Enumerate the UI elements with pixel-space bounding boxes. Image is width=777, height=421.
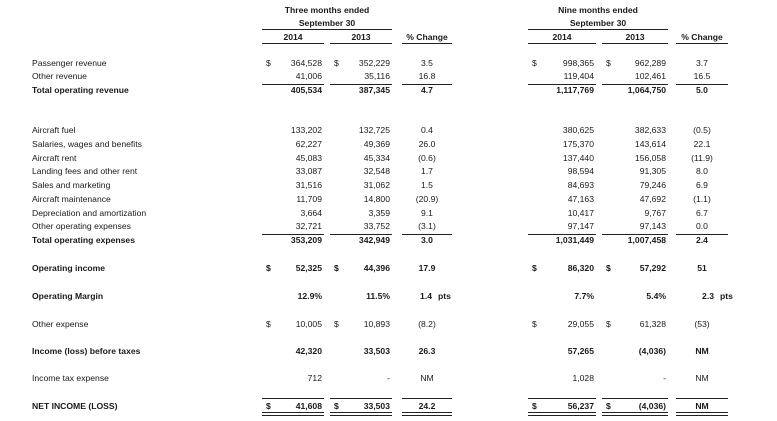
- currency-symbol: $: [532, 401, 537, 411]
- cell-q3-2014: 42,320: [295, 346, 322, 356]
- header-nine-months: Nine months ended: [558, 5, 638, 15]
- cell-q3-2014: 41,006: [295, 71, 322, 81]
- cell-q3-pct: 3.5: [421, 58, 433, 68]
- cell-9m-2014: 47,163: [567, 194, 594, 204]
- row-label: Operating income: [32, 263, 106, 273]
- row-label: Sales and marketing: [32, 180, 111, 190]
- cell-9m-2014: 119,404: [563, 71, 594, 81]
- currency-symbol: $: [606, 58, 611, 68]
- cell-9m-2013: 9,767: [644, 208, 666, 218]
- subtotal-rule: [402, 234, 452, 235]
- row-label: NET INCOME (LOSS): [32, 401, 118, 411]
- cell-q3-2013: 31,062: [363, 180, 390, 190]
- cell-q3-pct: 1.7: [421, 166, 433, 176]
- cell-q3-2014: 3,664: [300, 208, 322, 218]
- cell-9m-2013: 143,614: [634, 139, 666, 149]
- cell-q3-pct: (8.2): [418, 319, 436, 329]
- header-pct-n: % Change: [681, 32, 723, 42]
- subtotal-rule: [330, 84, 392, 85]
- cell-9m-pct: 2.4: [696, 235, 708, 245]
- row-label: Total operating revenue: [32, 85, 129, 95]
- cell-9m-pct: (53): [694, 319, 710, 329]
- cell-9m-2013: -: [663, 373, 666, 383]
- subtotal-rule: [676, 84, 728, 85]
- cell-9m-2014: 998,365: [562, 58, 594, 68]
- row-label: Other operating expenses: [32, 221, 131, 231]
- cell-q3-2014: 712: [307, 373, 322, 383]
- cell-q3-pct: (3.1): [418, 221, 436, 231]
- currency-symbol: $: [334, 58, 339, 68]
- header-2013-q: 2013: [351, 32, 371, 42]
- currency-symbol: $: [334, 401, 339, 411]
- cell-q3-2013: 10,893: [363, 319, 390, 329]
- cell-q3-2013: 33,752: [363, 221, 390, 231]
- cell-q3-2014: 52,325: [295, 263, 322, 273]
- cell-9m-pct: 6.9: [696, 180, 708, 190]
- currency-symbol: $: [266, 319, 271, 329]
- total-double-rule: [676, 412, 728, 416]
- cell-9m-2013: 47,692: [639, 194, 666, 204]
- cell-9m-pct: (1.1): [693, 194, 711, 204]
- row-label: Depreciation and amortization: [32, 208, 147, 218]
- subtotal-rule: [676, 234, 728, 235]
- cell-q3-2014: 32,721: [295, 221, 322, 231]
- header-three-months: Three months ended: [284, 5, 370, 15]
- cell-q3-2014: 33,087: [295, 166, 322, 176]
- cell-q3-2013: 33,503: [363, 401, 390, 411]
- cell-q3-2014: 353,209: [290, 235, 322, 245]
- cell-9m-2014: 137,440: [562, 153, 594, 163]
- cell-q3-pct: (20.9): [415, 194, 439, 204]
- cell-q3-2014: 31,516: [295, 180, 322, 190]
- currency-symbol: $: [532, 263, 537, 273]
- cell-9m-pct: 51: [697, 263, 707, 273]
- total-double-rule: [402, 412, 452, 416]
- total-rule-top: [676, 398, 728, 399]
- row-label: Total operating expenses: [32, 235, 135, 245]
- row-label: Aircraft fuel: [32, 125, 76, 135]
- cell-9m-2013: 5.4%: [646, 291, 666, 301]
- subtotal-rule: [602, 84, 668, 85]
- cell-q3-2013: 3,359: [368, 208, 390, 218]
- cell-9m-2013: (4,036): [638, 401, 666, 411]
- cell-q3-pct: 1.4: [420, 291, 432, 301]
- cell-9m-pct: 22.1: [693, 139, 711, 149]
- header-pct-q: % Change: [406, 32, 448, 42]
- cell-q3-pct: 26.0: [418, 139, 436, 149]
- cell-9m-2013: 962,289: [634, 58, 666, 68]
- row-label: Income tax expense: [32, 373, 109, 383]
- cell-9m-pct: NM: [695, 373, 709, 383]
- total-double-rule: [528, 412, 596, 416]
- cell-q3-2014: 364,528: [290, 58, 322, 68]
- cell-q3-2013: 132,725: [358, 125, 390, 135]
- cell-9m-2013: 61,328: [639, 319, 666, 329]
- cell-9m-2014: 1,031,449: [555, 235, 594, 245]
- cell-9m-pct: NM: [695, 401, 709, 411]
- header-underline: [402, 43, 452, 44]
- total-double-rule: [602, 412, 668, 416]
- cell-q3-2014: 11,709: [296, 194, 322, 204]
- cell-9m-2013: 156,058: [634, 153, 666, 163]
- cell-9m-2013: 97,143: [639, 221, 666, 231]
- cell-9m-2013: 1,064,750: [627, 85, 666, 95]
- row-label: Income (loss) before taxes: [32, 346, 141, 356]
- cell-q3-2014: 62,227: [295, 139, 322, 149]
- cell-q3-pct: 24.2: [418, 401, 436, 411]
- cell-q3-2013: 33,503: [363, 346, 390, 356]
- header-underline: [330, 43, 392, 44]
- currency-symbol: $: [334, 263, 339, 273]
- cell-9m-pct: 2.3: [702, 291, 714, 301]
- total-rule-top: [528, 398, 596, 399]
- cell-q3-2014: 41,608: [295, 401, 322, 411]
- subtotal-rule: [528, 84, 596, 85]
- subtotal-rule: [330, 234, 392, 235]
- cell-9m-2014: 7.7%: [574, 291, 594, 301]
- row-label: Landing fees and other rent: [32, 166, 138, 176]
- currency-symbol: $: [266, 401, 271, 411]
- header-2014-n: 2014: [552, 32, 572, 42]
- total-rule-top: [262, 398, 324, 399]
- subtotal-rule: [262, 234, 324, 235]
- cell-9m-2014: 56,237: [567, 401, 594, 411]
- cell-q3-pct: 4.7: [421, 85, 433, 95]
- cell-9m-pct: (11.9): [691, 153, 713, 163]
- cell-9m-pct: 0.0: [696, 221, 708, 231]
- total-rule-top: [402, 398, 452, 399]
- cell-q3-2014: 133,202: [290, 125, 322, 135]
- cell-q3-2013: 352,229: [358, 58, 390, 68]
- header-2013-n: 2013: [625, 32, 645, 42]
- header-underline: [602, 43, 668, 44]
- cell-q3-pct: 26.3: [418, 346, 436, 356]
- cell-q3-2013: 32,548: [363, 166, 390, 176]
- header-period-n: September 30: [569, 18, 627, 28]
- currency-symbol: $: [334, 319, 339, 329]
- cell-9m-2014: 98,594: [567, 166, 594, 176]
- cell-9m-pct: 8.0: [696, 166, 708, 176]
- cell-q3-2013: 49,369: [363, 139, 390, 149]
- cell-9m-2014: 86,320: [567, 263, 594, 273]
- cell-q3-2013: 44,396: [363, 263, 390, 273]
- header-underline: [676, 43, 728, 44]
- currency-symbol: $: [266, 58, 271, 68]
- cell-q3-pct: 16.8: [418, 71, 436, 81]
- subtotal-rule: [602, 234, 668, 235]
- unit-pts: pts: [720, 291, 733, 301]
- header-rule-q: [262, 29, 392, 30]
- cell-q3-pct: 9.1: [421, 208, 433, 218]
- cell-q3-pct: 0.4: [421, 125, 433, 135]
- row-label: Aircraft rent: [32, 153, 77, 163]
- row-label: Salaries, wages and benefits: [32, 139, 142, 149]
- row-label: Operating Margin: [32, 291, 104, 301]
- cell-9m-2014: 84,693: [567, 180, 594, 190]
- cell-9m-2013: 382,633: [634, 125, 666, 135]
- cell-9m-2014: 29,055: [567, 319, 594, 329]
- cell-9m-pct: NM: [695, 346, 709, 356]
- cell-9m-2013: 1,007,458: [627, 235, 666, 245]
- cell-9m-2013: 91,305: [639, 166, 666, 176]
- row-label: Aircraft maintenance: [32, 194, 111, 204]
- currency-symbol: $: [532, 319, 537, 329]
- cell-9m-2014: 1,117,769: [556, 85, 594, 95]
- cell-9m-2014: 57,265: [567, 346, 594, 356]
- cell-q3-2013: 14,800: [363, 194, 390, 204]
- cell-9m-2014: 97,147: [567, 221, 594, 231]
- header-underline: [262, 43, 324, 44]
- header-underline: [528, 43, 596, 44]
- cell-9m-pct: 5.0: [696, 85, 708, 95]
- cell-q3-2013: 45,334: [363, 153, 390, 163]
- cell-9m-2013: (4,036): [638, 346, 666, 356]
- cell-9m-2014: 380,625: [562, 125, 594, 135]
- cell-9m-pct: 6.7: [696, 208, 708, 218]
- cell-q3-2013: 11.5%: [366, 291, 390, 301]
- total-double-rule: [330, 412, 392, 416]
- cell-9m-2014: 10,417: [567, 208, 594, 218]
- subtotal-rule: [528, 234, 596, 235]
- cell-q3-pct: 1.5: [421, 180, 433, 190]
- cell-9m-pct: (0.5): [693, 125, 711, 135]
- cell-q3-pct: (0.6): [418, 153, 436, 163]
- cell-q3-2013: 342,949: [358, 235, 390, 245]
- header-2014-q: 2014: [283, 32, 303, 42]
- cell-q3-pct: 3.0: [421, 235, 433, 245]
- cell-q3-2013: 35,116: [364, 71, 390, 81]
- currency-symbol: $: [532, 58, 537, 68]
- header-rule-n: [528, 29, 668, 30]
- cell-q3-2014: 10,005: [295, 319, 322, 329]
- currency-symbol: $: [606, 319, 611, 329]
- cell-9m-pct: 3.7: [696, 58, 708, 68]
- cell-q3-2014: 45,083: [295, 153, 322, 163]
- total-double-rule: [262, 412, 324, 416]
- subtotal-rule: [262, 84, 324, 85]
- total-rule-top: [330, 398, 392, 399]
- cell-q3-2013: -: [387, 373, 390, 383]
- cell-9m-2013: 102,461: [634, 71, 666, 81]
- row-label: Other expense: [32, 319, 89, 329]
- cell-9m-2013: 57,292: [639, 263, 666, 273]
- total-rule-top: [602, 398, 668, 399]
- row-label: Passenger revenue: [32, 58, 107, 68]
- currency-symbol: $: [606, 401, 611, 411]
- cell-q3-2014: 12.9%: [297, 291, 322, 301]
- cell-9m-2014: 175,370: [562, 139, 594, 149]
- row-label: Other revenue: [32, 71, 87, 81]
- cell-q3-2013: 387,345: [358, 85, 390, 95]
- cell-q3-2014: 405,534: [290, 85, 322, 95]
- cell-q3-pct: 17.9: [418, 263, 436, 273]
- currency-symbol: $: [606, 263, 611, 273]
- cell-9m-2013: 79,246: [639, 180, 666, 190]
- unit-pts: pts: [438, 291, 451, 301]
- subtotal-rule: [402, 84, 452, 85]
- cell-q3-pct: NM: [420, 373, 434, 383]
- currency-symbol: $: [266, 263, 271, 273]
- cell-9m-pct: 16.5: [693, 71, 711, 81]
- cell-9m-2014: 1,028: [572, 373, 594, 383]
- header-period-q: September 30: [298, 18, 356, 28]
